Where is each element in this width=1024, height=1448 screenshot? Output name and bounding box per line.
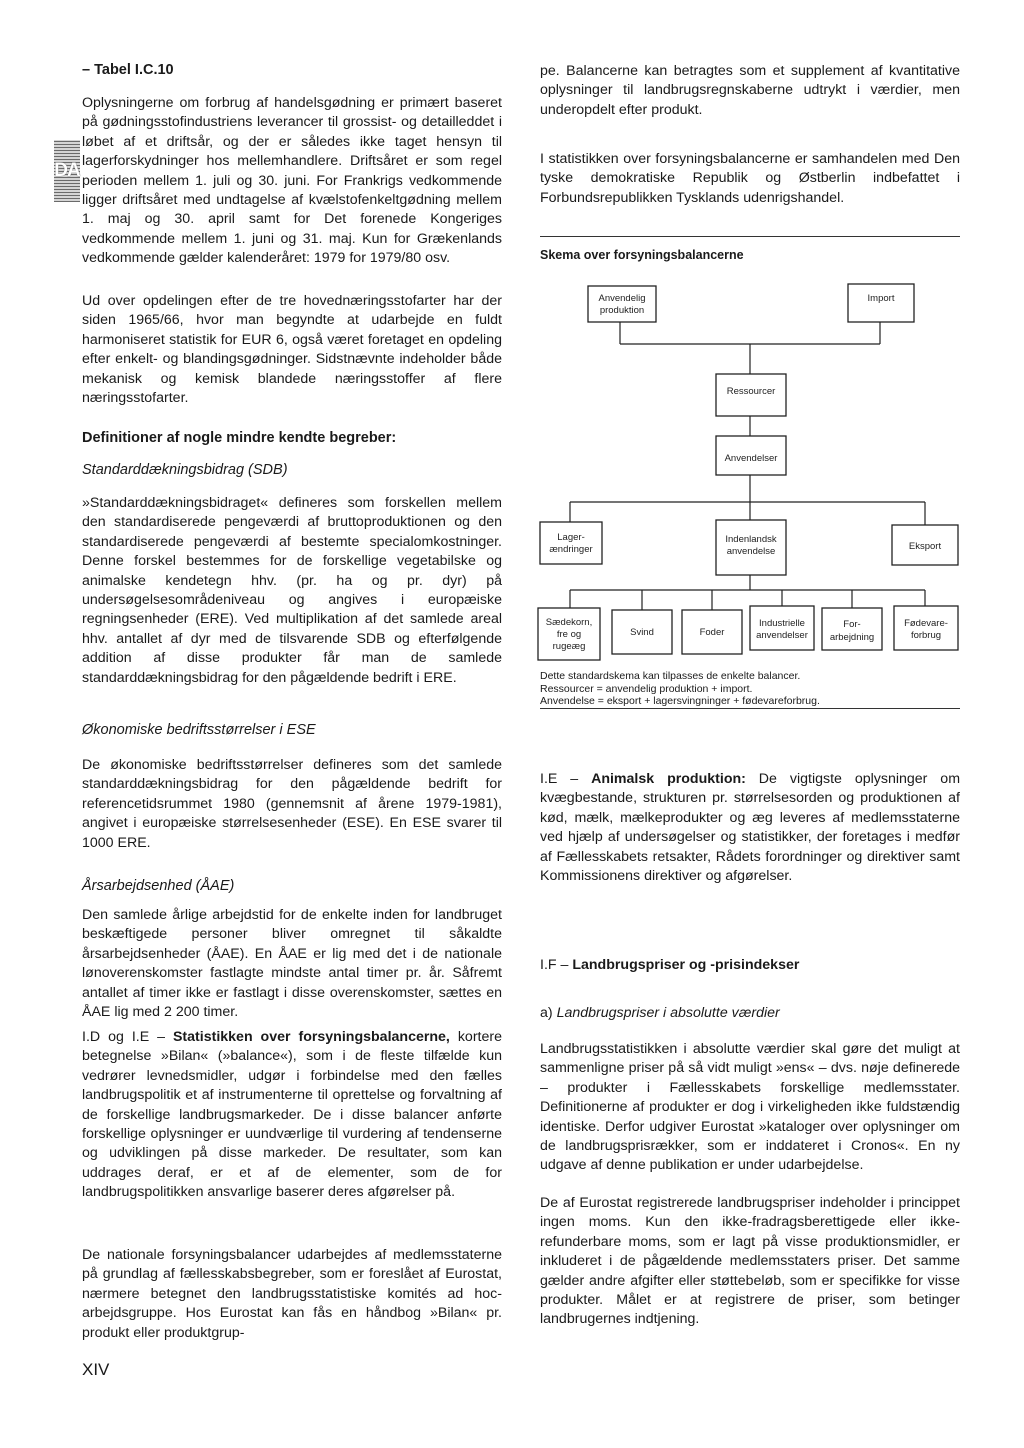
paragraph-nationale xyxy=(82,1246,502,1343)
aae-heading: Årsarbejdsenhed (ÅAE) xyxy=(82,878,235,894)
node-forarbejdning xyxy=(822,608,882,650)
paragraph-text: kortere betegnelse »Bilan« (»balance«), som i de fleste tilfælde kun vedrører levnedsmidler, udgør i forbindelse med den fælles landbrugspolitik et af instrumenterne til oprettelse og forvaltning af de forskellige landbrugsmarkeder. De i disse balancer anførte forskellige oplysninger er uundværlige til vurdering af tendenserne og udviklingen på disse markeder. De resultater, som kan uddrages deraf, er et af de elementer, som de for landbrugspolitikken ansvarlige baserer deres afgørelser på. xyxy=(82,1029,502,1201)
svg-text:rugeæg: rugeæg xyxy=(552,641,586,652)
paragraph-text: De vigtigste oplysninger om kvægbestande, strukturen pr. størrelsesorden og produktionen af kød, mælk, mælkeprodukter og æg leveres af medlemsstaterne ved hjælp af undersøgelser og statistikker, der foretages i medfør af Fællesskabets retsakter, Rådets forordninger og direktiver samt Kommissionens direktiver og afgørelser. xyxy=(540,771,961,885)
node-foder xyxy=(682,610,742,654)
svg-text:Foder: Foder xyxy=(699,627,725,638)
subsection-letter: a) xyxy=(540,1005,557,1021)
paragraph-opdeling xyxy=(82,292,502,408)
svg-text:produktion: produktion xyxy=(599,305,645,316)
diagram-caption xyxy=(540,670,960,708)
paragraph-animalsk xyxy=(540,770,960,886)
svg-text:fre og: fre og xyxy=(556,629,582,640)
paragraph-text: Den samlede årlige arbejdstid for de enkelte inden for landbruget beskæftigede personer bliver omregnet til såkaldte årsarbejdsenheder (ÅAE). En ÅAE er lig med det i de nationale lønoverenskomster fastlagte mindste antal timer pr. år. Såfremt antallet af timer ikke er fastlagt i disse overenskomster, sættes en ÅAE lig med 2 200 timer. xyxy=(82,907,502,1021)
paragraph-text: Landbrugsstatistikken i absolutte værdier skal gøre det muligt at sammenligne priser på så vidt muligt »ens« – dvs. nøje definerede – produkter i Fællesskabets forskellige medlemsstater. Definitionerne af produkter er dog i virkeligheden ikke fuldstændig identiske. Derfor udgiver Eurostat »kataloger over oplysninger om de landbrugsprisrækker, som er inddateret i Cronos«. En ny udgave af denne publikation er under udarbejdelse. xyxy=(540,1041,960,1174)
svg-text:arbejdning: arbejdning xyxy=(829,632,875,643)
caption-line: Ressourcer = anvendelig produktion + import. xyxy=(540,682,753,695)
paragraph-text: De nationale forsyningsbalancer udarbejdes af medlemsstaterne på grundlag af fællesskabsbegreber, som er foreslået af Eurostat, nærmere betegnet den landbrugsstatistiske komités ad hoc-arbejdsgruppe. Hos Eurostat kan fås en håndbog »Bilan« pr. produkt eller produktgrup- xyxy=(82,1247,502,1341)
tabel-heading: – Tabel I.C.10 xyxy=(82,62,174,78)
svg-text:anvendelse: anvendelse xyxy=(726,546,776,557)
paragraph-text: De af Eurostat registrerede landbrugspriser indeholder i princippet ingen moms. Kun den ikke-fradragsberettigede eller ikke-refunderbare moms, som er lagt på visse produktionsmidler, er inkluderet i de pågældende medlemsstaters priser. Det samme gælder andre afgifter eller støttebeløb, som er specifikke for visse produkter. Målet er at registrere de priser, som betinger landbrugernes indtjening. xyxy=(540,1195,960,1328)
svg-text:Eksport: Eksport xyxy=(908,541,942,552)
svg-text:anvendelser: anvendelser xyxy=(756,630,808,641)
section-title: Statistikken over forsyningsbalancerne, xyxy=(172,1029,450,1045)
node-svind xyxy=(612,610,672,654)
paragraph-gødning xyxy=(82,94,502,269)
divider xyxy=(540,708,960,709)
section-title: Landbrugspriser og -prisindekser xyxy=(572,957,800,973)
svg-text:Indenlandsk: Indenlandsk xyxy=(725,534,777,545)
subsection-title: Landbrugspriser i absolutte værdier xyxy=(556,1005,780,1021)
section-title: Animalsk produktion: xyxy=(591,771,746,787)
definitions-heading: Definitioner af nogle mindre kendte begreber: xyxy=(82,430,397,446)
divider xyxy=(540,236,960,237)
heading-landbrugspriser xyxy=(540,956,960,975)
node-fødevareforbrug xyxy=(894,606,958,650)
paragraph-absolutte xyxy=(540,1040,960,1176)
sdb-heading: Standarddækningsbidrag (SDB) xyxy=(82,462,288,478)
language-tab-da xyxy=(54,140,80,202)
node-lagerændringer xyxy=(540,522,602,564)
node-anvendelser xyxy=(716,436,786,475)
node-industrielle-anvendelser xyxy=(750,606,814,650)
paragraph-forsyningsbalancer xyxy=(82,1028,502,1203)
heading-absolutte-værdier xyxy=(540,1004,960,1023)
svg-text:Anvendelser: Anvendelser xyxy=(724,453,778,464)
forsyningsbalance-diagram xyxy=(530,270,970,665)
paragraph-text: I statistikken over forsyningsbalancerne er samhandelen med Den tyske demokratiske Republik og Østberlin indbefattet i Forbundsrepublikken Tysklands udenrigshandel. xyxy=(540,151,960,206)
paragraph-text: Ud over opdelingen efter de tre hovednæringsstofarter har der siden 1965/66, hvor man begyndte at udarbejde en fuldt harmoniseret statistik for EUR 6, også været foretaget en opdeling efter enkelt- og blandingsgødninger. Sidstnævnte indeholder både mekanisk og kemisk blandede næringsstoffer af flere næringsstofarter. xyxy=(82,293,502,407)
paragraph-aae xyxy=(82,906,502,1022)
section-number: I.E – xyxy=(540,771,592,787)
node-eksport xyxy=(892,525,958,565)
paragraph-sdb xyxy=(82,494,502,688)
node-anvendelig-produktion xyxy=(588,286,656,322)
paragraph-text: »Standarddækningsbidraget« defineres som forskellen mellem den standardiserede pengeværdi af bruttoproduktionen og den standardiserede pengeværdi af bestemte specialomkostninger. Denne forskel bestemmes for de forskellige vegetabilske og animalske kendetegn hhv. (pr. ha og pr. dyr) på undersøgelsesområdeniveau og angives i europæiske regningsenheder (ERE). Ved multiplikation af det samlede areal hhv. antallet af dyr med de tilsvarende SDB og efterfølgende addition af disse produkter får man de samlede standarddækningsbidrag for den pågældende bedrift i ERE. xyxy=(82,495,502,686)
section-number: I.F – xyxy=(540,957,573,973)
paragraph-text: Oplysningerne om forbrug af handelsgødning er primært baseret på gødningsstofindustriens leverancer til grossist- og detailleddet i løbet af et driftsår, og der er således ikke taget hensyn til lagerforskydninger hos mellemhandlere. Driftsåret er som regel perioden mellem 1. juli og 30. juni. For Frankrigs vedkommende ligger driftsåret med undtagelse af kvælstofenkeltgødning mellem 1. maj og 30. april samt for Det forenede Kongeriges vedkommende mellem 1. juni og 31. maj. Kun for Grækenlands vedkommende gælder kalenderåret: 1979 for 1979/80 osv. xyxy=(82,95,502,267)
svg-text:For-: For- xyxy=(843,619,861,630)
svg-text:forbrug: forbrug xyxy=(910,630,942,641)
svg-text:Industrielle: Industrielle xyxy=(759,618,805,629)
language-tab-label: DA xyxy=(54,160,80,181)
paragraph-ese xyxy=(82,756,502,853)
section-number: I.D og I.E – xyxy=(82,1029,173,1045)
svg-text:Ressourcer: Ressourcer xyxy=(726,386,776,397)
node-ressourcer xyxy=(716,374,786,416)
ese-heading: Økonomiske bedriftsstørrelser i ESE xyxy=(82,722,316,738)
paragraph-samhandel xyxy=(540,150,960,208)
node-sædekorn xyxy=(538,608,600,660)
caption-line: Dette standardskema kan tilpasses de enkelte balancer. xyxy=(540,670,801,682)
node-import xyxy=(848,284,914,322)
svg-text:Svind: Svind xyxy=(630,627,654,638)
paragraph-text: De økonomiske bedriftsstørrelser defineres som det samlede standarddækningsbidrag for den pågældende bedrift for referencetidsrummet 1980 (gennemsnit af årene 1979-1981), angivet i europæiske størrelsesenheder (ESE). En ESE svarer til 1000 ERE. xyxy=(82,757,502,851)
caption-line: Anvendelse = eksport + lagersvingninger + fødevareforbrug. xyxy=(540,695,820,707)
paragraph-moms xyxy=(540,1194,960,1330)
svg-text:Sædekorn,: Sædekorn, xyxy=(545,617,593,628)
schema-title: Skema over forsyningsbalancerne xyxy=(540,248,744,262)
svg-text:ændringer: ændringer xyxy=(549,544,593,555)
paragraph-balancer xyxy=(540,62,960,120)
svg-text:Anvendelig: Anvendelig xyxy=(598,293,646,304)
page-number: XIV xyxy=(82,1360,110,1379)
svg-text:Lager-: Lager- xyxy=(557,532,585,543)
svg-text:Import: Import xyxy=(867,293,895,304)
node-indenlandsk-anvendelse xyxy=(716,520,786,575)
paragraph-text: pe. Balancerne kan betragtes som et supplement af kvantitative oplysninger til landbrugsregnskaberne udtrykt i værdier, men underopdelt efter produkt. xyxy=(540,63,960,118)
svg-text:Fødevare-: Fødevare- xyxy=(904,618,948,629)
